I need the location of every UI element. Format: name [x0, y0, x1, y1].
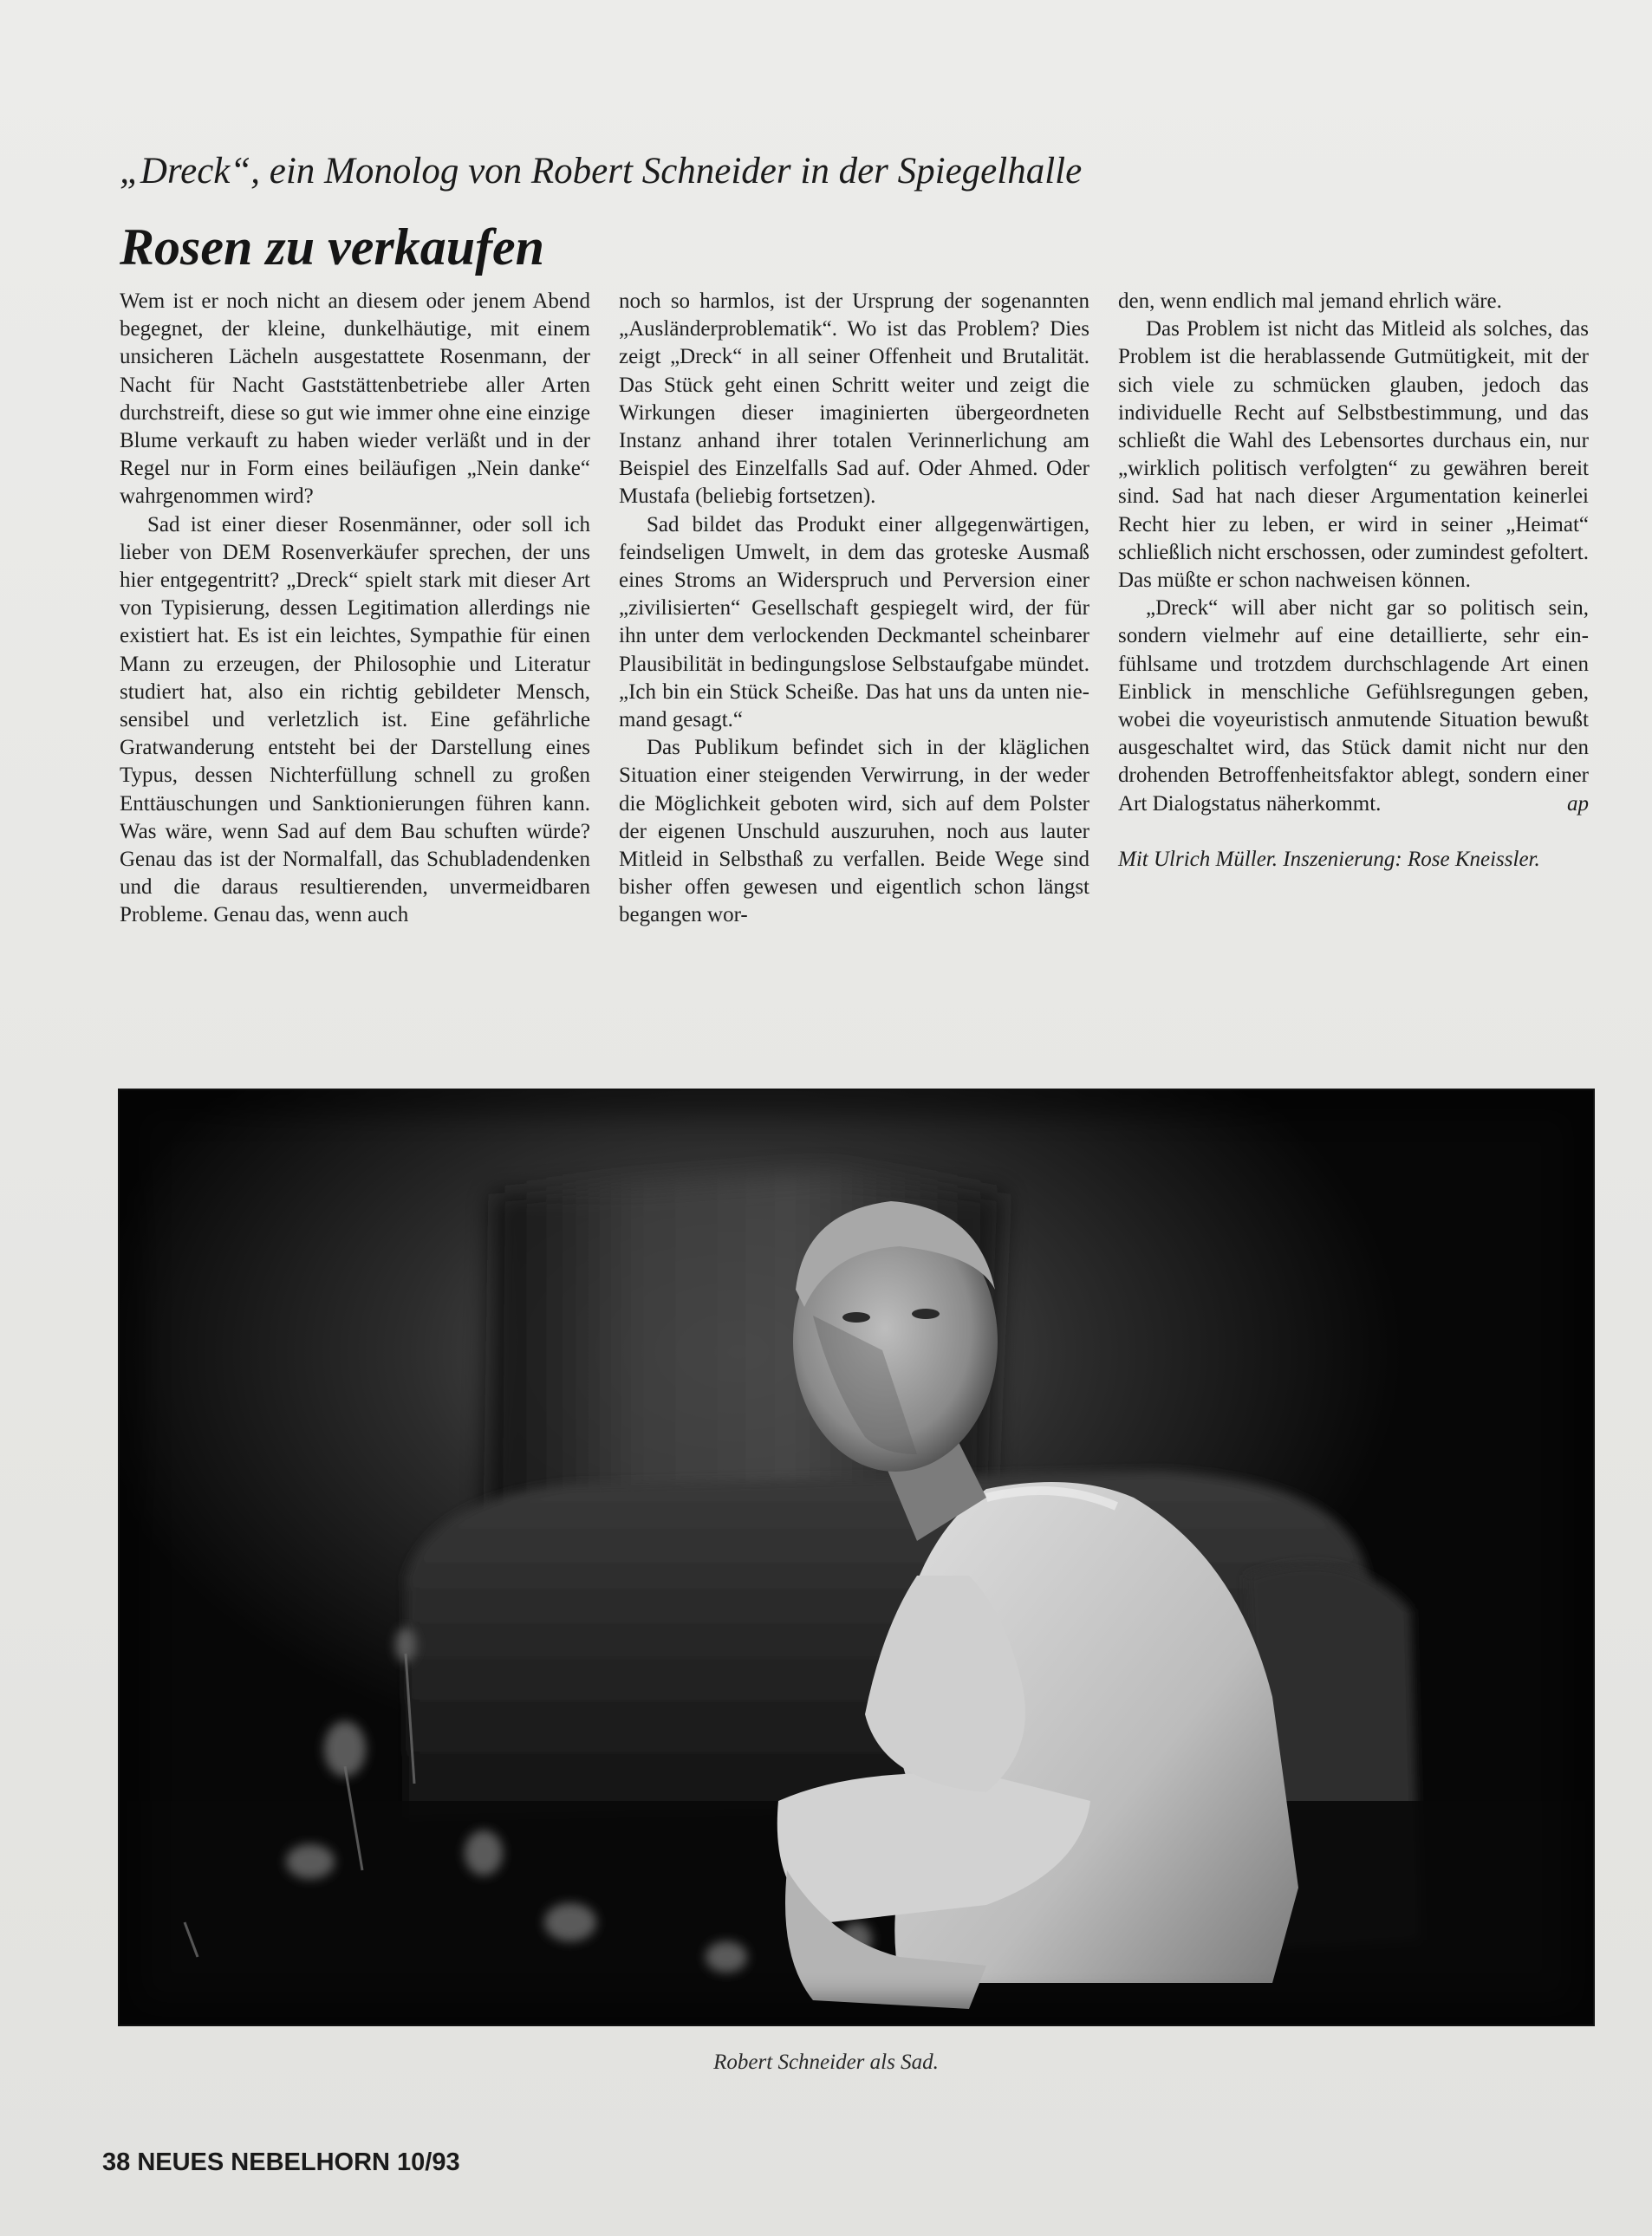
paragraph: Sad bildet das Produkt einer allgegenwärtigen, feindseligen Umwelt, in dem das groteske Ausmaß eines Stroms an Widerspruch und Perversion einer „zivilisierten“ Gesellschaft gespiegelt wird, der für ihn unter dem verlockenden Deckmantel scheinbarer Plausibilität in bedingungslose Selbstaufgabe mündet. „Ich bin ein Stück Scheiße. Das hat uns da unten niemand gesagt.“	[619, 512, 1089, 732]
paragraph-last	[1118, 595, 1589, 818]
paragraph: noch so harmlos, ist der Ursprung der sogenannten „Ausländerproblematik“. Wo ist das Problem? Dies zeigt „Dreck“ in all seiner Offenheit und Brutalität. Das Stück geht einen Schritt weiter und zeigt die Wirkungen dieser imaginierten übergeordneten Instanz anhand ihrer totalen Verinnerlichung am Beispiel des Einzelfalls Sad auf. Oder Ahmed. Oder Mustafa (beliebig fortsetzen).	[619, 289, 1089, 509]
paragraph: Wem ist er noch nicht an diesem oder jenem Abend begegnet, der kleine, dunkelhäutige, mit einem unsicheren Lächeln ausgestattete Rosenmann, der Nacht für Nacht Gaststättenbetriebe aller Arten durchstreift, diese so gut wie immer ohne eine einzige Blume verkauft zu haben wieder verläßt und in der Regel nur in Form eines beiläufigen „Nein danke“ wahrgenommen wird?	[120, 289, 590, 509]
paragraph: Sad ist einer dieser Rosenmänner, oder soll ich lieber von DEM Rosenverkäufer sprechen, der uns hier entgegentritt? „Dreck“ spielt stark mit dieser Art von Typisierung, dessen Legitimation allerdings nie existiert hat. Es ist ein leichtes, Sympathie für einen Mann zu erzeugen, der Philosophie und Literatur studiert hat, also ein richtig gebildeter Mensch, sensibel und verletzlich ist. Eine gefährliche Gratwanderung entsteht bei der Darstellung eines Typus, dessen Nichterfüllung schnell zu großen Enttäuschungen und Sanktionierungen führen kann. Was wäre, wenn Sad auf dem Bau schuften würde? Genau das ist der Normalfall, das Schubladendenken und die daraus resultierenden, unvermeidbaren Probleme. Genau das, wenn auch	[120, 512, 590, 927]
production-credit: Mit Ulrich Müller. Inszenierung: Rose Kneissler.	[1118, 847, 1540, 871]
author-signature: ap	[1567, 791, 1589, 816]
article-body	[120, 288, 1590, 1068]
paragraph: den, wenn endlich mal jemand ehrlich wäre.	[1118, 289, 1502, 313]
paragraph: Das Publikum befindet sich in der kläglichen Situation einer steigenden Verwirrung, in der weder die Möglichkeit geboten wird, sich auf dem Polster der eigenen Unschuld auszuruhen, noch aus lauter Mitleid in Selbsthaß zu verfallen. Beide Wege sind bisher offen gewesen und eigentlich schon längst begangen wor-	[619, 736, 1089, 927]
column-1	[120, 288, 590, 930]
column-2	[619, 288, 1089, 930]
column-3	[1118, 288, 1589, 874]
article-headline: Rosen zu verkaufen	[120, 218, 545, 276]
paragraph-text: „Dreck“ will aber nicht gar so politisch sein, sondern vielmehr auf eine detaillierte, sehr einfühlsame und trotzdem durchschlagende Art einen Einblick in menschliche Gefühlsregungen geben, wobei die voyeuristisch anmutende Situation bewußt ausgeschaltet wird, das Stück damit nicht nur den drohenden Betroffenheitsfaktor ablegt, sondern einer Art Dialogstatus näherkommt.	[1118, 596, 1589, 816]
stage-photo-illustration	[120, 1090, 1593, 2025]
article-kicker: „Dreck“, ein Monolog von Robert Schneider in der Spiegelhalle	[120, 151, 1083, 192]
photo-caption: Robert Schneider als Sad.	[713, 2051, 939, 2074]
page-footer: 38 NEUES NEBELHORN 10/93	[102, 2148, 460, 2176]
stage-photo	[118, 1089, 1595, 2026]
paragraph: Das Problem ist nicht das Mitleid als solches, das Problem ist die herablassende Gutmütigkeit, mit der sich viele zu schmücken glauben, jedoch das individuelle Recht auf Selbstbestimmung, und das schließt die Wahl des Lebensortes durchaus ein, nur „wirklich politisch verfolgten“ zu gewähren bereit sind. Sad hat nach dieser Argumentation keinerlei Recht hier zu leben, er wird in seiner „Heimat“ schließlich nicht erschossen, oder zumindest gefoltert. Das müßte er schon nachweisen können.	[1118, 317, 1589, 593]
